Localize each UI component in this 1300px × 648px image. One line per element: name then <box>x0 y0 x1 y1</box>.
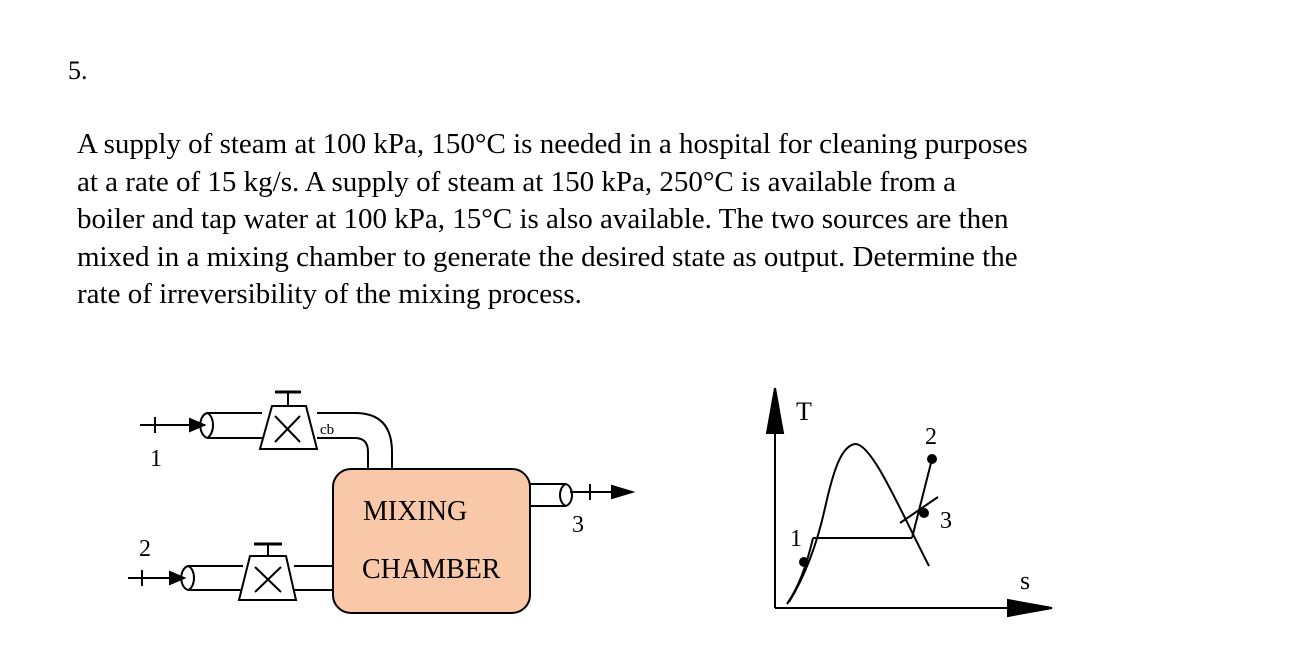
inlet-1-label: 1 <box>150 446 162 472</box>
chamber-label-line-2: CHAMBER <box>362 554 501 585</box>
state-1-label: 1 <box>790 526 802 552</box>
control-boundary-label: cb <box>320 422 335 438</box>
superheat-line-3 <box>900 497 938 523</box>
problem-line-1: A supply of steam at 100 kPa, 150°C is needed in a hospital for cleaning purposes <box>77 128 1028 160</box>
outlet-arrow <box>570 484 632 500</box>
state-3-point <box>919 508 929 518</box>
valve-2 <box>239 544 296 600</box>
saturation-dome <box>789 444 929 602</box>
valve-1 <box>260 392 317 449</box>
outlet-pipe <box>530 484 572 506</box>
problem-line-5: rate of irreversibility of the mixing process. <box>77 278 582 310</box>
ts-diagram <box>767 388 1052 616</box>
s-axis-label: s <box>1020 566 1031 595</box>
problem-line-3: boiler and tap water at 100 kPa, 15°C is also available. The two sources are then <box>77 203 1009 235</box>
outlet-label: 3 <box>572 512 584 538</box>
state-2-point <box>927 454 937 464</box>
inlet-2-label: 2 <box>139 536 151 562</box>
inlet-1-arrow <box>140 417 205 433</box>
state-2-label: 2 <box>925 424 937 450</box>
t-axis-label: T <box>796 397 812 426</box>
superheat-line-2 <box>912 459 932 538</box>
mixing-chamber-box <box>333 469 530 613</box>
state-3-label: 3 <box>940 508 952 534</box>
problem-line-2: at a rate of 15 kg/s. A supply of steam at 150 kPa, 250°C is available from a <box>77 165 957 198</box>
problem-line-4: mixed in a mixing chamber to generate the desired state as output. Determine the <box>77 240 1018 273</box>
inlet-2-arrow <box>128 570 184 586</box>
mixing-chamber-schematic <box>128 392 632 613</box>
problem-number: 5. <box>68 56 88 85</box>
chamber-label-line-1: MIXING <box>363 496 468 527</box>
state-1-point <box>799 557 809 567</box>
